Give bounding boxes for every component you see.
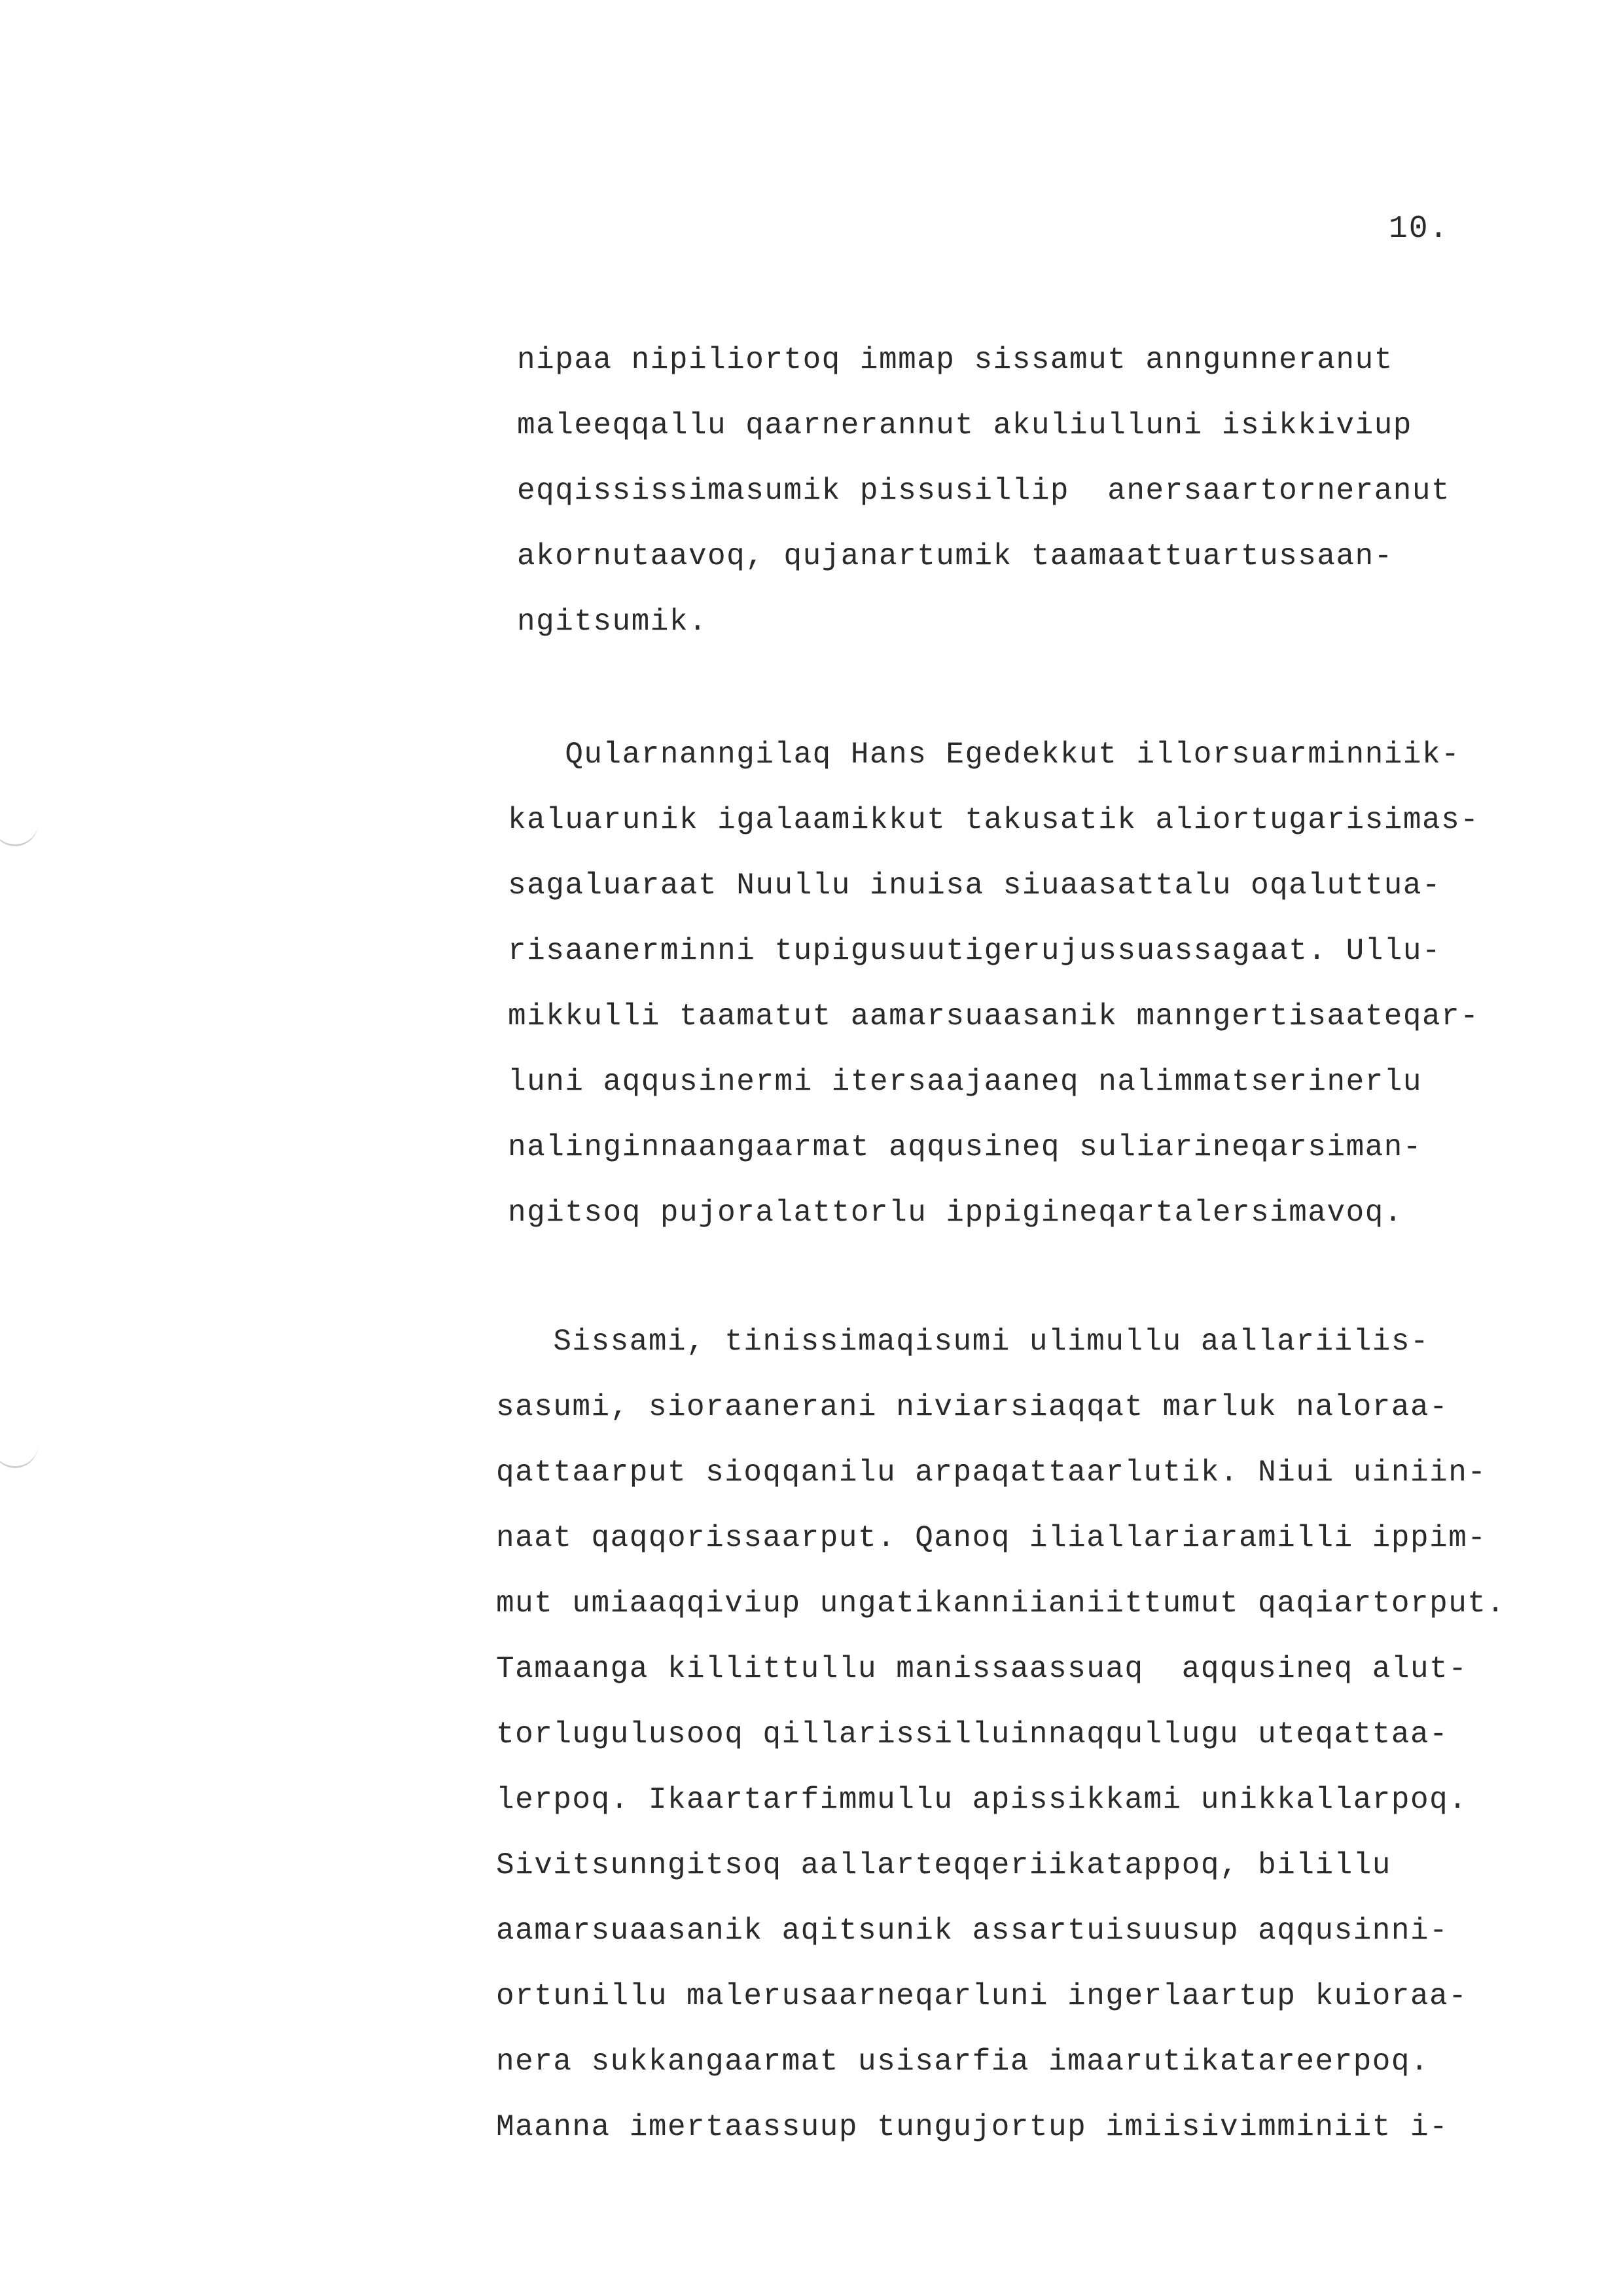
text-line: mut umiaaqqiviup ungatikanniianiittumut qaqiartorput. [496, 1587, 1506, 1621]
text-line: sasumi, sioraanerani niviarsiaqqat marluk naloraa- [496, 1390, 1449, 1424]
text-line: nalinginnaangaarmat aqqusineq suliarineqarsiman- [508, 1130, 1423, 1164]
text-line: ngitsoq pujoralattorlu ippigineqartalersimavoq. [508, 1196, 1403, 1230]
text-line: sagaluaraat Nuullu inuisa siuaasattalu oqaluttua- [508, 869, 1442, 903]
text-line: naat qaqqorissaarput. Qanoq iliallariaramilli ippim- [496, 1521, 1487, 1555]
paragraph-2 [508, 722, 1479, 1246]
text-line: eqqississimasumik pissusillip anersaartorneranut [517, 474, 1451, 508]
text-line: aamarsuaasanik aqitsunik assartuisuusup aqqusinni- [496, 1914, 1449, 1948]
text-line: Sissami, tinissimaqisumi ulimullu aallariilis- [496, 1325, 1430, 1359]
text-line: Sivitsunngitsoq aallarteqqeriikatappoq, bilillu [496, 1848, 1391, 1882]
text-line: ngitsumik. [517, 605, 708, 639]
text-line: luni aqqusinermi itersaajaaneq nalimmatserinerlu [508, 1065, 1423, 1099]
punch-hole-mark [0, 818, 38, 846]
paragraph-3 [496, 1309, 1506, 2160]
text-line: torlugulusooq qillarissilluinnaqqullugu uteqattaa- [496, 1717, 1449, 1751]
text-line: nera sukkangaarmat usisarfia imaarutikatareerpoq. [496, 2045, 1430, 2079]
text-line: risaanerminni tupigusuutigerujussuassagaat. Ullu- [508, 934, 1442, 968]
text-line: Maanna imertaassuup tungujortup imiisivimminiit i- [496, 2110, 1449, 2144]
text-line: Tamaanga killittullu manissaassuaq aqqusineq alut- [496, 1652, 1468, 1686]
paragraph-1 [517, 327, 1450, 655]
text-line: qattaarput sioqqanilu arpaqattaarlutik. Niui uiniin- [496, 1456, 1487, 1490]
text-line: kaluarunik igalaamikkut takusatik aliortugarisimas- [508, 803, 1480, 837]
text-line: mikkulli taamatut aamarsuaasanik manngertisaateqar- [508, 999, 1480, 1033]
text-line: Qularnanngilaq Hans Egedekkut illorsuarminniik- [508, 738, 1461, 772]
text-line: akornutaavoq, qujanartumik taamaattuartussaan- [517, 539, 1393, 573]
punch-hole-mark [0, 1440, 38, 1468]
text-line: nipaa nipiliortoq immap sissamut anngunneranut [517, 343, 1393, 377]
text-line: ortunillu malerusaarneqarluni ingerlaartup kuioraa- [496, 1979, 1468, 2013]
text-line: lerpoq. Ikaartarfimmullu apissikkami unikkallarpoq. [496, 1783, 1468, 1817]
text-line: maleeqqallu qaarnerannut akuliulluni isikkiviup [517, 408, 1412, 442]
page-number: 10. [1389, 211, 1450, 247]
